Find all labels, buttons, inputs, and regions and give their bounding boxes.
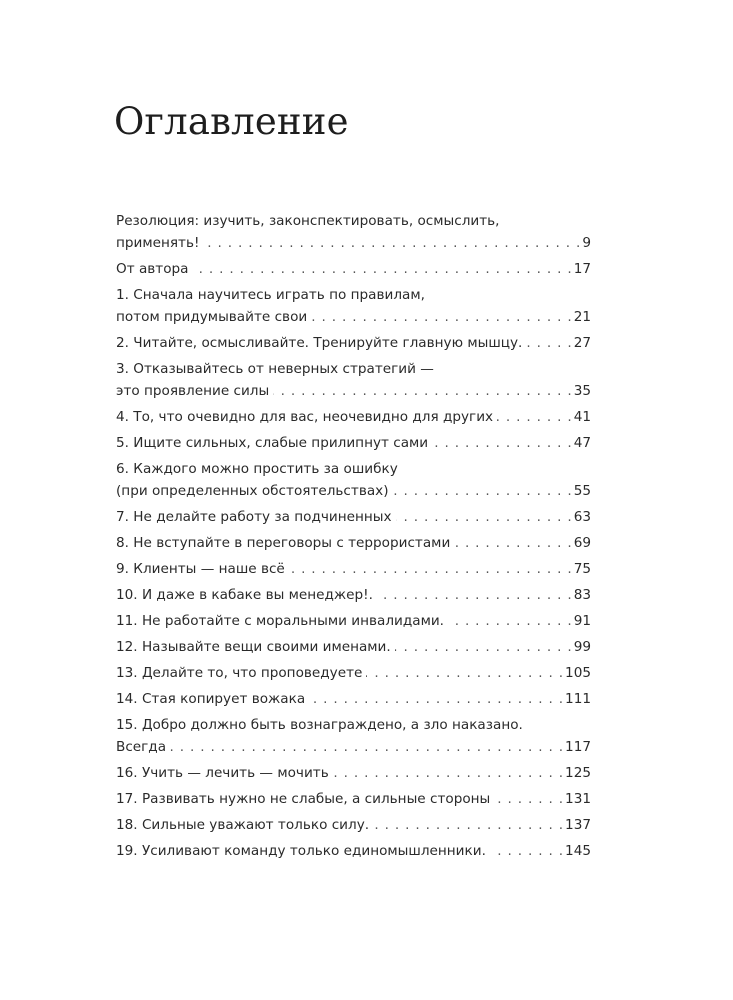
page-number: 105 — [565, 665, 591, 681]
page-number: 117 — [565, 739, 591, 755]
toc-entry-line — [116, 610, 591, 632]
page-number: 21 — [573, 309, 591, 325]
toc-entry[interactable] — [116, 840, 591, 862]
toc-entry-line — [116, 584, 591, 606]
dot-leader — [377, 584, 572, 606]
toc-entry-line — [116, 258, 591, 280]
toc-entry-line — [116, 232, 591, 254]
toc-entry-line — [116, 480, 591, 502]
toc-entry-title: 10. И даже в кабаке вы менеджер!. — [116, 587, 373, 603]
toc-entry-line — [116, 406, 591, 428]
toc-entry-title: 7. Не делайте работу за подчиненных — [116, 509, 392, 525]
toc-entry-title: 6. Каждого можно простить за ошибку — [116, 461, 398, 477]
page-number: 111 — [565, 691, 591, 707]
page-number: 41 — [573, 409, 591, 425]
dot-leader — [497, 406, 572, 428]
page-number: 9 — [582, 235, 591, 251]
toc-entry-line — [116, 358, 591, 380]
toc-entry-title: 18. Сильные уважают только силу. — [116, 817, 370, 833]
page-title: Оглавление — [114, 100, 349, 143]
dot-leader — [366, 662, 563, 684]
toc-entry-line — [116, 662, 591, 684]
toc-entry[interactable] — [116, 662, 591, 684]
toc-entry[interactable] — [116, 258, 591, 280]
toc-entry-line — [116, 814, 591, 836]
toc-entry-title: 3. Отказывайтесь от неверных стратегий — — [116, 361, 434, 377]
toc-entry-title: 5. Ищите сильных, слабые прилипнут сами — [116, 435, 429, 451]
dot-leader — [494, 788, 563, 810]
toc-entry-title: 14. Стая копирует вожака — [116, 691, 306, 707]
toc-entry-title: потом придумывайте свои — [116, 309, 308, 325]
toc-entry-line — [116, 380, 591, 402]
toc-entry-line — [116, 788, 591, 810]
toc-entry-line — [116, 714, 591, 736]
toc-entry-line — [116, 840, 591, 862]
toc-entry-line — [116, 458, 591, 480]
toc-entry[interactable] — [116, 814, 591, 836]
toc-entry[interactable] — [116, 688, 591, 710]
toc-entry[interactable] — [116, 432, 591, 454]
page-number: 125 — [565, 765, 591, 781]
toc-entry-line — [116, 736, 591, 758]
dot-leader — [432, 432, 572, 454]
toc-entry-line — [116, 636, 591, 658]
toc-entry-title: 13. Делайте то, что проповедуете — [116, 665, 363, 681]
page-number: 137 — [565, 817, 591, 833]
toc-entry[interactable] — [116, 610, 591, 632]
toc-entry-line — [116, 688, 591, 710]
page-number: 83 — [573, 587, 591, 603]
toc-entry-title: Резолюция: изучить, законспектировать, осмыслить, — [116, 213, 500, 229]
toc-entry-title: 16. Учить — лечить — мочить — [116, 765, 329, 781]
page-number: 35 — [573, 383, 591, 399]
toc-entry-title: 15. Добро должно быть вознаграждено, а зло наказано. — [116, 717, 523, 733]
toc-entry-title: 9. Клиенты — наше всё — [116, 561, 285, 577]
toc-entry-title: Всегда — [116, 739, 167, 755]
dot-leader — [393, 480, 572, 502]
page-number: 75 — [573, 561, 591, 577]
page-number: 131 — [565, 791, 591, 807]
toc-entry-title: 1. Сначала научитесь играть по правилам, — [116, 287, 425, 303]
toc-entry[interactable] — [116, 584, 591, 606]
page-number: 47 — [573, 435, 591, 451]
toc-entry[interactable] — [116, 636, 591, 658]
toc-entry-line — [116, 506, 591, 528]
toc-entry-line — [116, 332, 591, 354]
toc-entry[interactable] — [116, 532, 591, 554]
page-number: 69 — [573, 535, 591, 551]
page-number: 99 — [573, 639, 591, 655]
dot-leader — [289, 558, 572, 580]
page-number: 55 — [573, 483, 591, 499]
page-number: 63 — [573, 509, 591, 525]
toc-entry-line — [116, 284, 591, 306]
dot-leader — [373, 814, 563, 836]
toc-entry-title: 4. То, что очевидно для вас, неочевидно для других — [116, 409, 494, 425]
toc-entry-title: 17. Развивать нужно не слабые, а сильные стороны — [116, 791, 491, 807]
dot-leader — [490, 840, 563, 862]
page-number: 145 — [565, 843, 591, 859]
dot-leader — [273, 380, 571, 402]
toc-entry-line — [116, 558, 591, 580]
toc-entry-title: 11. Не работайте с моральными инвалидами. — [116, 613, 444, 629]
toc-entry-title: применять! — [116, 235, 200, 251]
toc-entry-line — [116, 432, 591, 454]
toc-entry[interactable] — [116, 210, 591, 254]
dot-leader — [170, 736, 563, 758]
toc-entry-title: (при определенных обстоятельствах) — [116, 483, 389, 499]
toc-entry-title: это проявление силы — [116, 383, 270, 399]
dot-leader — [448, 610, 572, 632]
dot-leader — [192, 258, 571, 280]
dot-leader — [309, 688, 563, 710]
page-number: 91 — [573, 613, 591, 629]
dot-leader — [395, 636, 572, 658]
toc-entry[interactable] — [116, 506, 591, 528]
toc-entry-title: От автора — [116, 261, 189, 277]
toc-entry-line — [116, 762, 591, 784]
dot-leader — [333, 762, 563, 784]
toc-entry-line — [116, 532, 591, 554]
toc-entry[interactable] — [116, 358, 591, 402]
dot-leader — [203, 232, 580, 254]
dot-leader — [526, 332, 571, 354]
toc-entry[interactable] — [116, 284, 591, 328]
dot-leader — [396, 506, 572, 528]
dot-leader — [311, 306, 571, 328]
toc-entry[interactable] — [116, 332, 591, 354]
toc-entry-title: 8. Не вступайте в переговоры с террористами — [116, 535, 451, 551]
toc-entry[interactable] — [116, 714, 591, 758]
toc-entry-title: 2. Читайте, осмысливайте. Тренируйте главную мышцу. — [116, 335, 523, 351]
toc-entry-line — [116, 210, 591, 232]
table-of-contents — [116, 210, 591, 866]
toc-entry-title: 19. Усиливают команду только единомышленники. — [116, 843, 486, 859]
toc-entry[interactable] — [116, 558, 591, 580]
toc-entry[interactable] — [116, 762, 591, 784]
toc-entry[interactable] — [116, 458, 591, 502]
toc-entry-line — [116, 306, 591, 328]
dot-leader — [454, 532, 571, 554]
toc-entry[interactable] — [116, 406, 591, 428]
page-number: 17 — [573, 261, 591, 277]
toc-entry[interactable] — [116, 788, 591, 810]
toc-entry-title: 12. Называйте вещи своими именами. — [116, 639, 391, 655]
page-number: 27 — [573, 335, 591, 351]
